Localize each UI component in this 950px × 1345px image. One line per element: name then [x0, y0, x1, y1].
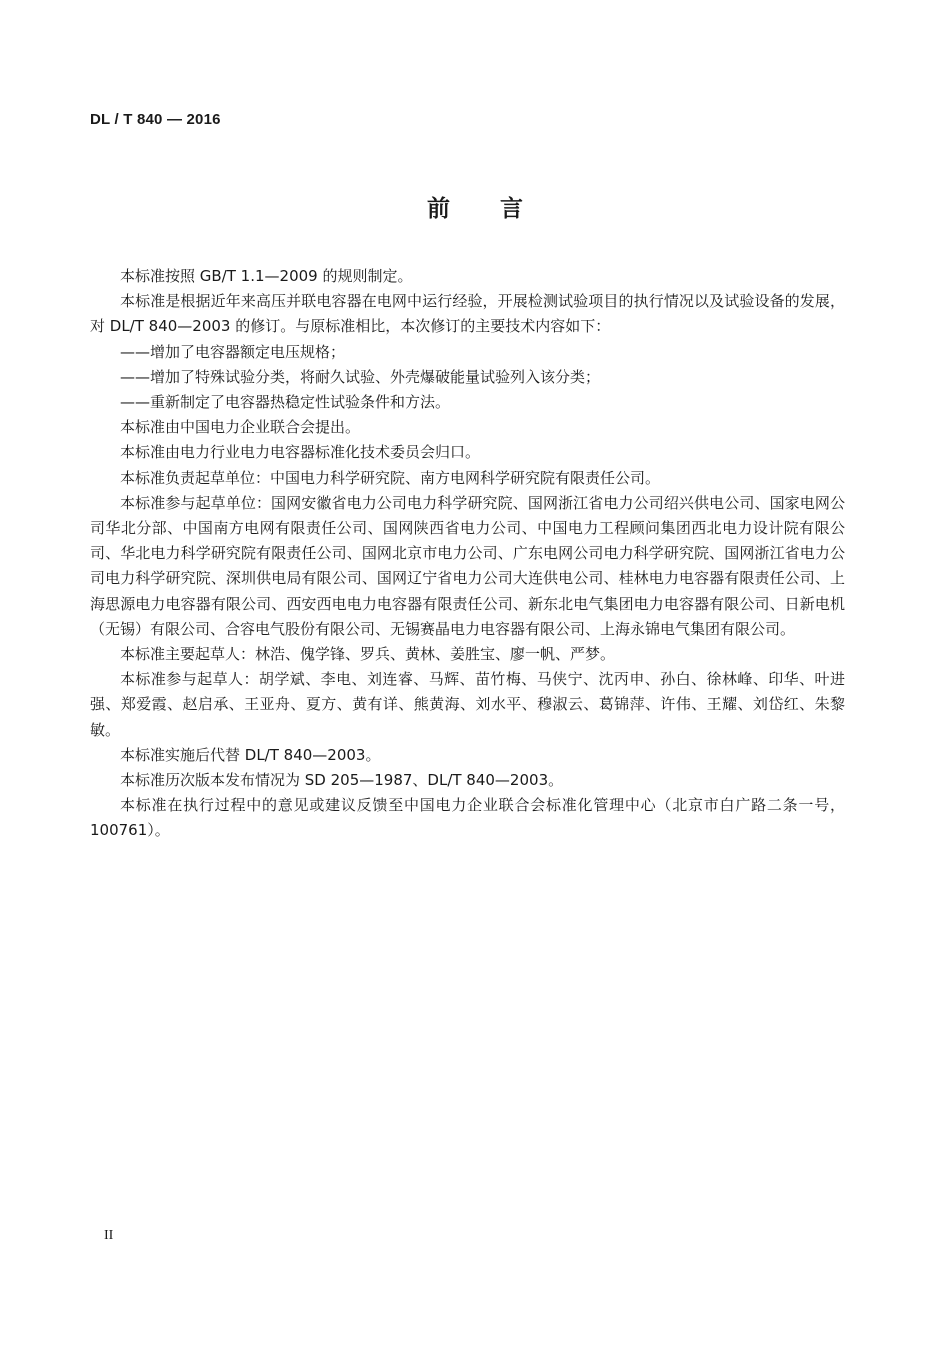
paragraph-lead-drafters: 本标准负责起草单位：中国电力科学研究院、南方电网科学研究院有限责任公司。 [120, 468, 661, 487]
paragraph-feedback: 本标准在执行过程中的意见或建议反馈至中国电力企业联合会标准化管理中心（北京市白广路二条一号，100761）。 [90, 796, 845, 840]
paragraph-replaces: 本标准实施后代替 DL/T 840—2003。 [120, 745, 381, 764]
foreword-body [90, 264, 845, 844]
paragraph-drafting-rules: 本标准按照 GB/T 1.1—2009 的规则制定。 [120, 267, 413, 285]
list-item-change-2: ——增加了特殊试验分类，将耐久试验、外壳爆破能量试验列入该分类； [120, 367, 601, 386]
page-title [0, 190, 950, 223]
paragraph-proposer: 本标准由中国电力企业联合会提出。 [120, 418, 361, 437]
title-char-2: 言 [500, 196, 523, 222]
list-item-change-3: ——重新制定了电容器热稳定性试验条件和方法。 [120, 393, 451, 412]
document-code: DL / T 840 — 2016 [90, 111, 221, 128]
title-char-1: 前 [427, 196, 450, 222]
paragraph-participating-drafters: 本标准参与起草人：胡学斌、李电、刘连睿、马辉、苗竹梅、马侠宁、沈丙申、孙白、徐林峰、印华、叶进强、郑爱霞、赵启承、王亚舟、夏方、黄有详、熊黄海、刘水平、穆淑云、葛锦萍、许伟、王耀、刘岱红、朱黎敏。 [90, 670, 845, 739]
paragraph-version-history: 本标准历次版本发布情况为 SD 205—1987、DL/T 840—2003。 [120, 771, 564, 790]
page-number: II [104, 1228, 114, 1243]
paragraph-revision-basis: 本标准是根据近年来高压并联电容器在电网中运行经验，开展检测试验项目的执行情况以及试验设备的发展，对 DL/T 840—2003 的修订。与原标准相比，本次修订的主要技术内容如下： [90, 292, 845, 336]
list-item-change-1: ——增加了电容器额定电压规格； [120, 342, 346, 361]
paragraph-committee: 本标准由电力行业电力电容器标准化技术委员会归口。 [120, 443, 481, 462]
paragraph-participating-units: 本标准参与起草单位：国网安徽省电力公司电力科学研究院、国网浙江省电力公司绍兴供电公司、国家电网公司华北分部、中国南方电网有限责任公司、国网陕西省电力公司、中国电力工程顾问集团西北电力设计院有限公司、华北电力科学研究院有限责任公司、国网北京市电力公司、广东电网公司电力科学研究院、国网浙江省电力公司电力科学研究院、深圳供电局有限公司、国网辽宁省电力公司大连供电公司、桂林电力电容器有限责任公司、上海思源电力电容器有限公司、西安西电电力电容器有限责任公司、新东北电气集团电力电容器有限公司、日新电机（无锡）有限公司、合容电气股份有限公司、无锡赛晶电力电容器有限公司、上海永锦电气集团有限公司。 [90, 493, 845, 638]
paragraph-main-drafters: 本标准主要起草人：林浩、傀学锋、罗兵、黄林、姜胜宝、廖一帆、严梦。 [120, 645, 616, 664]
